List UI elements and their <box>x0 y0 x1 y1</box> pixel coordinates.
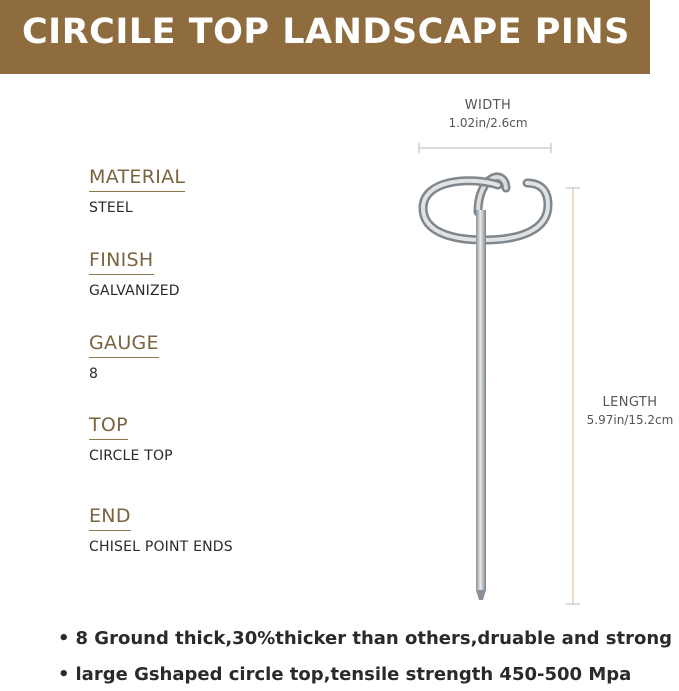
width-name: WIDTH <box>464 98 512 113</box>
spec-label: TOP <box>89 414 128 440</box>
length-dimension-line <box>566 188 580 604</box>
spec-value: CIRCLE TOP <box>89 448 173 464</box>
length-name: LENGTH <box>602 395 658 410</box>
spec-label: FINISH <box>89 249 154 275</box>
spec-label: MATERIAL <box>89 166 185 192</box>
width-dimension-line <box>419 143 551 153</box>
bullet-icon: • <box>58 628 70 649</box>
length-label <box>584 395 676 427</box>
spec-value: GALVANIZED <box>89 283 180 299</box>
page-title: CIRCILE TOP LANDSCAPE PINS <box>22 12 630 52</box>
width-value: 1.02in/2.6cm <box>448 116 528 130</box>
feature-text: large Gshaped circle top,tensile strength 450-500 Mpa <box>75 664 632 685</box>
length-value: 5.97in/15.2cm <box>586 413 674 427</box>
width-label <box>440 98 536 130</box>
spec-label: END <box>89 505 131 531</box>
feature-item <box>58 664 631 685</box>
feature-item <box>58 628 672 649</box>
feature-text: 8 Ground thick,30%thicker than others,druable and strong <box>75 628 673 649</box>
bullet-icon: • <box>58 664 70 685</box>
landscape-pin <box>423 177 548 600</box>
spec-value: CHISEL POINT ENDS <box>89 539 233 555</box>
spec-value: 8 <box>89 366 99 382</box>
spec-label: GAUGE <box>89 332 159 358</box>
spec-value: STEEL <box>89 200 133 216</box>
